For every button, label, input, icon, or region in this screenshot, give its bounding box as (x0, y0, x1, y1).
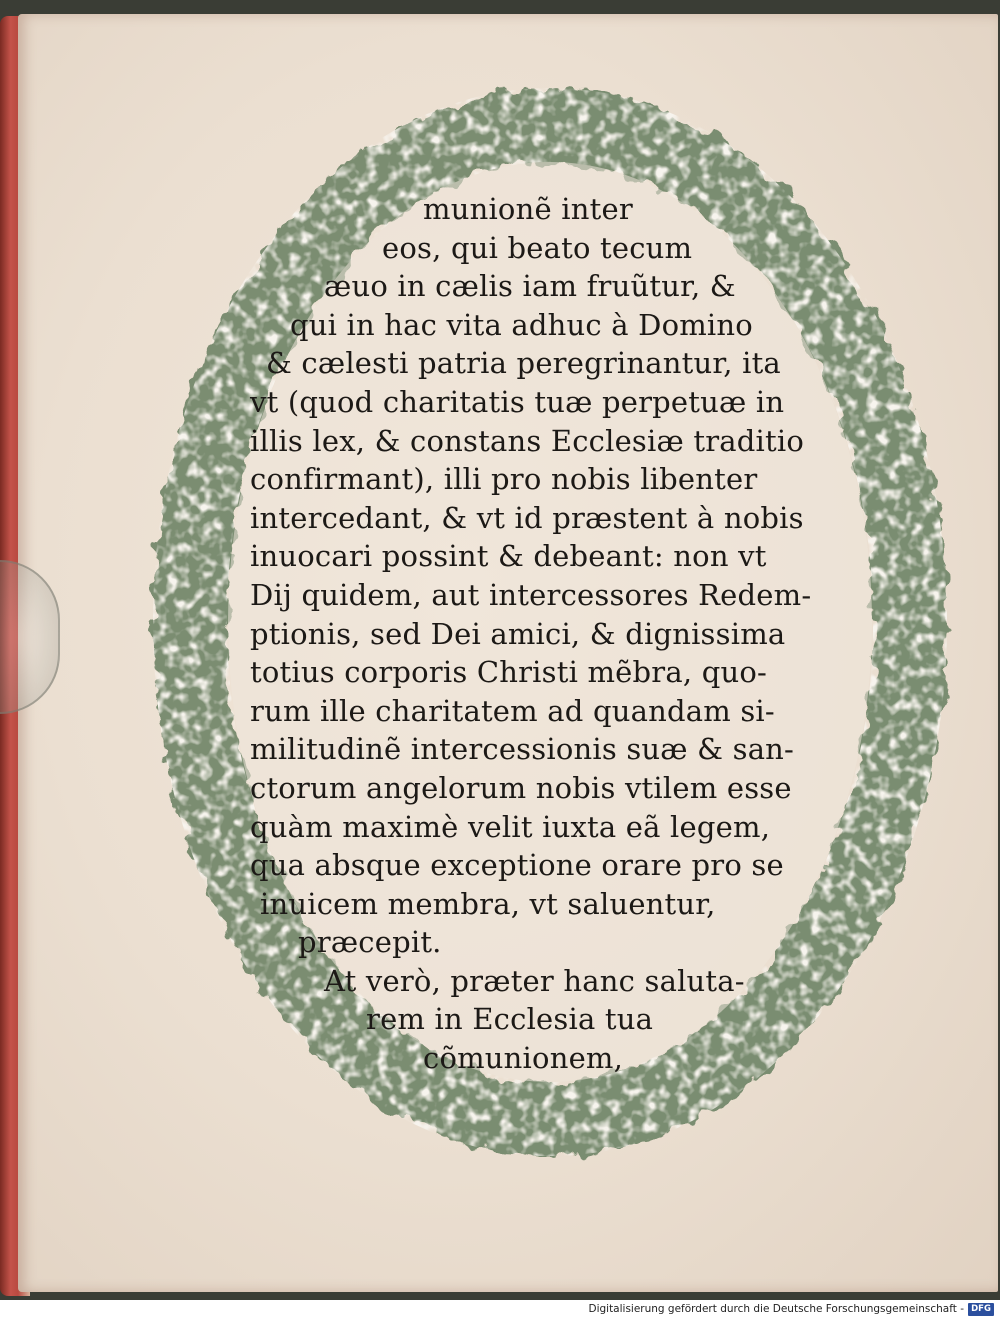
text-line: rum ille charitatem ad quandam si- (250, 693, 775, 728)
text-line: inuicem membra, vt saluentur, (260, 886, 716, 921)
dfg-logo: DFG (968, 1303, 994, 1316)
text-line: illis lex, & constans Ecclesiæ traditio (250, 423, 804, 458)
text-line: munionẽ inter (423, 192, 633, 226)
text-line: præcepit. (298, 925, 442, 960)
text-line: ptionis, sed Dei amici, & dignissima (250, 616, 786, 651)
text-line: rem in Ecclesia tua (366, 1002, 654, 1037)
text-line: quàm maximè velit iuxta eã legem, (250, 809, 771, 844)
text-line: inuocari possint & debeant: non vt (250, 539, 767, 574)
text-line: Dij quidem, aut intercessores Redem- (250, 577, 812, 612)
digitization-credit: Digitalisierung gefördert durch die Deutsche Forschungsgemeinschaft - (588, 1303, 964, 1315)
text-line: intercedant, & vt id præstent à nobis (250, 500, 804, 535)
text-line: eos, qui beato tecum (382, 230, 693, 265)
text-line: confirmant), illi pro nobis libenter (250, 462, 758, 497)
text-line: æuo in cælis iam fruũtur, & (324, 269, 736, 304)
text-line: & cælesti patria peregrinantur, ita (266, 346, 781, 381)
text-line: qui in hac vita adhuc à Domino (290, 307, 753, 342)
footer-bar (0, 1300, 1000, 1320)
latin-text-block (240, 190, 850, 1078)
text-line: cõmunionem, (423, 1041, 624, 1076)
text-line: totius corporis Christi mẽbra, quo- (250, 655, 767, 690)
text-line: militudinẽ intercessionis suæ & san- (250, 732, 795, 767)
text-line: At verò, præter hanc saluta- (324, 963, 745, 998)
text-line: ctorum angelorum nobis vtilem esse (250, 770, 792, 805)
text-line: qua absque exceptione orare pro se (250, 848, 784, 883)
text-line: vt (quod charitatis tuæ perpetuæ in (250, 384, 785, 419)
